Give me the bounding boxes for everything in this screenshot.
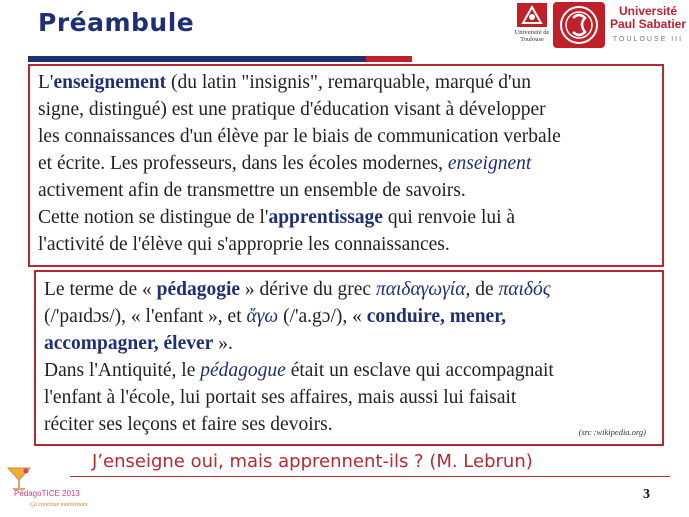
text-line	[44, 357, 554, 384]
text-line	[44, 276, 554, 303]
greek-word: παιδός	[498, 279, 551, 300]
keyword-enseignement: enseignement	[53, 72, 167, 93]
greek-word: παιδαγωγία	[375, 279, 466, 300]
toulouse-logo-text: Université de Toulouse	[514, 29, 550, 43]
lebrun-quote: J’enseigne oui, mais apprennent-ils ? (M. Lebrun)	[92, 451, 533, 472]
text-line: réciter ses leçons et faire ses devoirs.	[44, 414, 333, 435]
paul-sabatier-seal-icon	[553, 2, 605, 48]
paul-sabatier-name: Université Paul Sabatier	[609, 4, 687, 31]
keyword-accompagner: accompagner, élever	[44, 333, 214, 354]
keyword-pedagogie: pédagogie	[156, 279, 241, 300]
text-span: qui renvoie lui à	[382, 207, 516, 228]
text-span: L'	[38, 72, 54, 93]
text-span: (du latin "insignis", remarquable, marqué d'un	[166, 72, 532, 93]
keyword-conduire: conduire, mener,	[366, 306, 506, 327]
footer-divider	[70, 476, 670, 477]
text-line	[38, 150, 561, 177]
title-underline-red	[366, 56, 412, 62]
pedagogie-etymology-box	[34, 270, 664, 446]
toulouse-emblem-icon	[517, 3, 547, 27]
universite-toulouse-logo	[511, 3, 553, 51]
page-number: 3	[643, 487, 650, 502]
title-underline-blue	[28, 56, 366, 62]
keyword-apprentissage: apprentissage	[268, 207, 383, 228]
pedagotice-logo-text: PédagoTICE 2013	[14, 489, 80, 498]
text-line: activement afin de transmettre un ensemble de savoirs.	[38, 180, 466, 201]
text-line: l'activité de l'élève qui s'approprie les connaissances.	[38, 234, 450, 255]
text-span: Cette notion se distingue de l'	[38, 207, 269, 228]
text-span: (/'paɪdɔs/), « l'enfant », et	[44, 306, 247, 327]
text-line	[44, 303, 554, 330]
source-citation: (src :wikipedia.org)	[578, 427, 646, 437]
text-line: signe, distingué) est une pratique d'éducation visant à développer	[38, 99, 546, 120]
enseignement-definition-box	[28, 64, 664, 267]
slide-title: Préambule	[38, 8, 195, 37]
pedagotice-logo	[2, 466, 86, 516]
text-line	[38, 69, 561, 96]
text-span: » dérive du grec	[240, 279, 376, 300]
text-line	[38, 204, 561, 231]
text-line: l'enfant à l'école, lui portait ses affaires, mais aussi lui faisait	[44, 387, 517, 408]
pedagotice-logo-tagline: Ça continue maintenant	[30, 502, 88, 508]
text-span: (/'a.gɔ/), «	[278, 306, 367, 327]
keyword-enseignent: enseignent	[447, 153, 532, 174]
greek-word: ἄγω	[246, 306, 279, 327]
text-line	[44, 330, 554, 357]
text-span: Dans l'Antiquité, le	[44, 360, 201, 381]
text-span: ».	[213, 333, 233, 354]
text-span: et écrite. Les professeurs, dans les écoles modernes,	[38, 153, 448, 174]
text-span: , de	[465, 279, 499, 300]
text-span: était un esclave qui accompagnait	[285, 360, 554, 381]
keyword-pedagogue: pédagogue	[200, 360, 286, 381]
text-line: les connaissances d'un élève par le biais de communication verbale	[38, 126, 561, 147]
paul-sabatier-city: TOULOUSE III	[612, 36, 684, 43]
text-span: Le terme de «	[44, 279, 157, 300]
